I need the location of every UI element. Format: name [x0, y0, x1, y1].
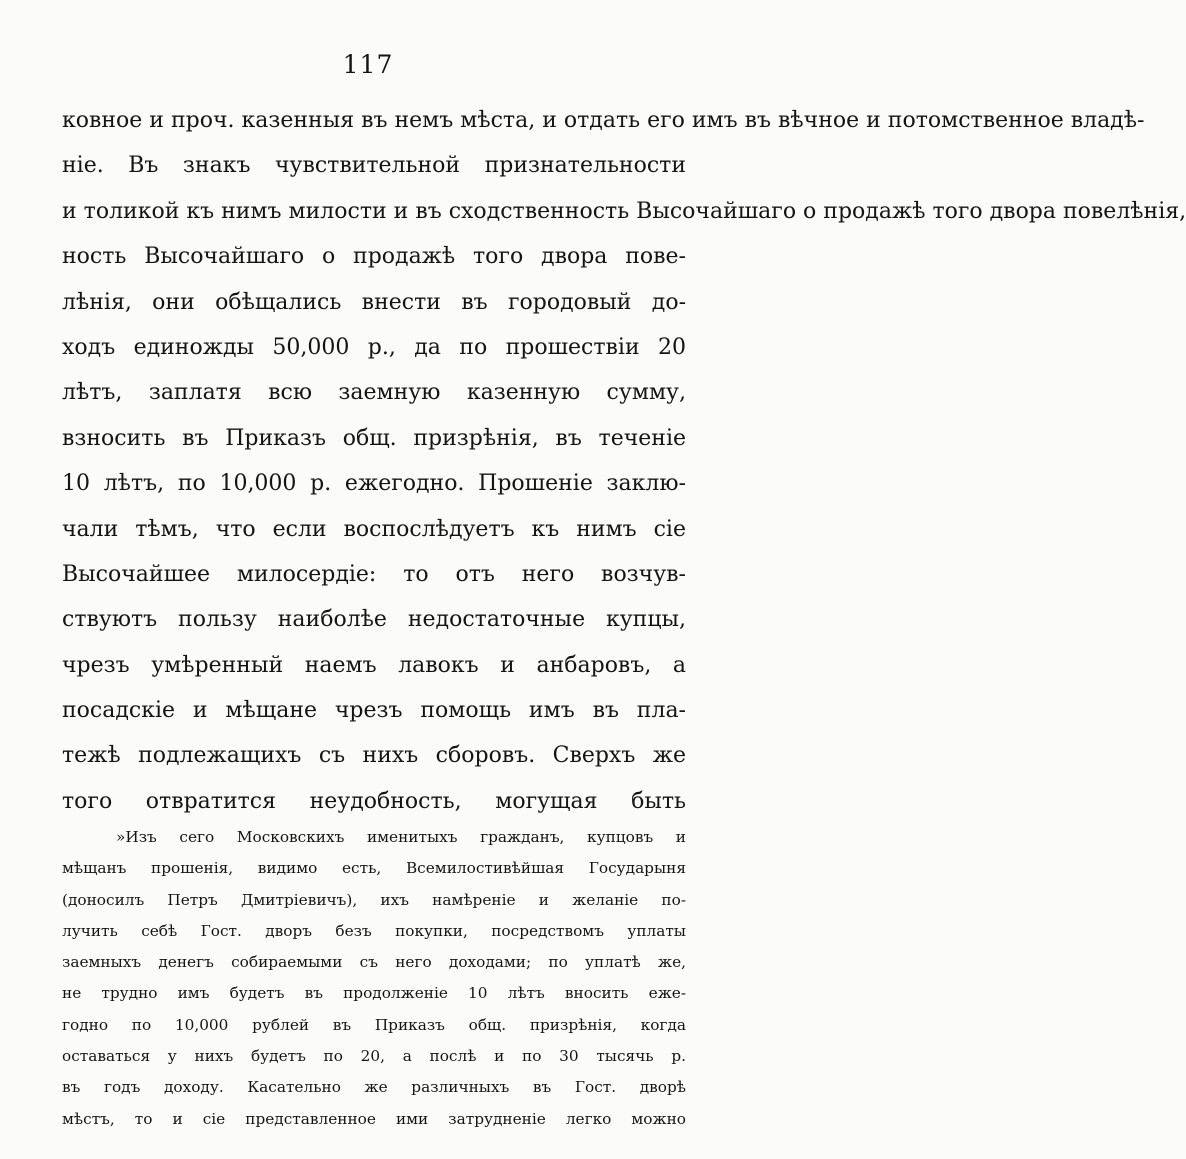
- text-line: лѣтъ, заплатя всю заемную казенную сумму,: [62, 380, 686, 406]
- quote-line: (доносилъ Петръ Дмитріевичъ), ихъ намѣреніе и желаніе по-: [62, 890, 686, 909]
- quotation-block: [62, 822, 686, 1135]
- quote-line: мѣстъ, то и сіе представленное ими затрудненіе легко можно: [62, 1109, 686, 1128]
- text-line: Высочайшее милосердіе: то отъ него возчув-: [62, 561, 686, 587]
- quote-line: лучить себѣ Гост. дворъ безъ покупки, посредствомъ уплаты: [62, 921, 686, 940]
- text-line: тежѣ подлежащихъ съ нихъ сборовъ. Сверхъ же: [62, 743, 686, 769]
- quote-line: »Изъ сего Московскихъ именитыхъ гражданъ, купцовъ и: [116, 828, 686, 846]
- text-line: того отвратится неудобность, могущая быть: [62, 788, 686, 814]
- page-number: 117: [342, 50, 394, 79]
- text-line: ніе. Въ знакъ чувствительной признательности: [62, 153, 686, 179]
- quote-line: оставаться у нихъ будетъ по 20, а послѣ и по 30 тысячь р.: [62, 1047, 686, 1066]
- quote-line: заемныхъ денегъ собираемыми съ него доходами; по уплатѣ же,: [62, 953, 686, 972]
- text-line: 10 лѣтъ, по 10,000 р. ежегодно. Прошеніе заклю-: [62, 471, 686, 497]
- text-line: чали тѣмъ, что если воспослѣдуетъ къ нимъ сіе: [62, 516, 686, 542]
- quote-line: мѣщанъ прошенія, видимо есть, Всемилостивѣйшая Государыня: [62, 859, 686, 878]
- text-line: ходъ единожды 50,000 р., да по прошествіи 20: [62, 334, 686, 360]
- text-line: ствуютъ пользу наиболѣе недостаточные купцы,: [62, 607, 686, 633]
- text-line: взносить въ Приказъ общ. призрѣнія, въ теченіе: [62, 425, 686, 451]
- text-line: ковное и проч. казенныя въ немъ мѣста, и отдать его имъ въ вѣчное и потомственное владѣ-: [62, 108, 1145, 133]
- text-line: и толикой къ нимъ милости и въ сходственность Высочайшаго о продажѣ того двора повелѣнія,: [62, 198, 1186, 224]
- quote-line: въ годъ доходу. Касательно же различныхъ въ Гост. дворѣ: [62, 1078, 686, 1097]
- quote-line: не трудно имъ будетъ въ продолженіе 10 лѣтъ вносить еже-: [62, 984, 686, 1003]
- main-text-block: [62, 98, 1186, 824]
- quote-line: годно по 10,000 рублей въ Приказъ общ. призрѣнія, когда: [62, 1015, 686, 1034]
- text-line: ность Высочайшаго о продажѣ того двора пове-: [62, 244, 686, 270]
- text-line: посадскіе и мѣщане чрезъ помощь имъ въ пла-: [62, 698, 686, 724]
- text-line: лѣнія, они обѣщались внести въ городовый до-: [62, 289, 686, 315]
- text-line: чрезъ умѣренный наемъ лавокъ и анбаровъ, а: [62, 652, 686, 678]
